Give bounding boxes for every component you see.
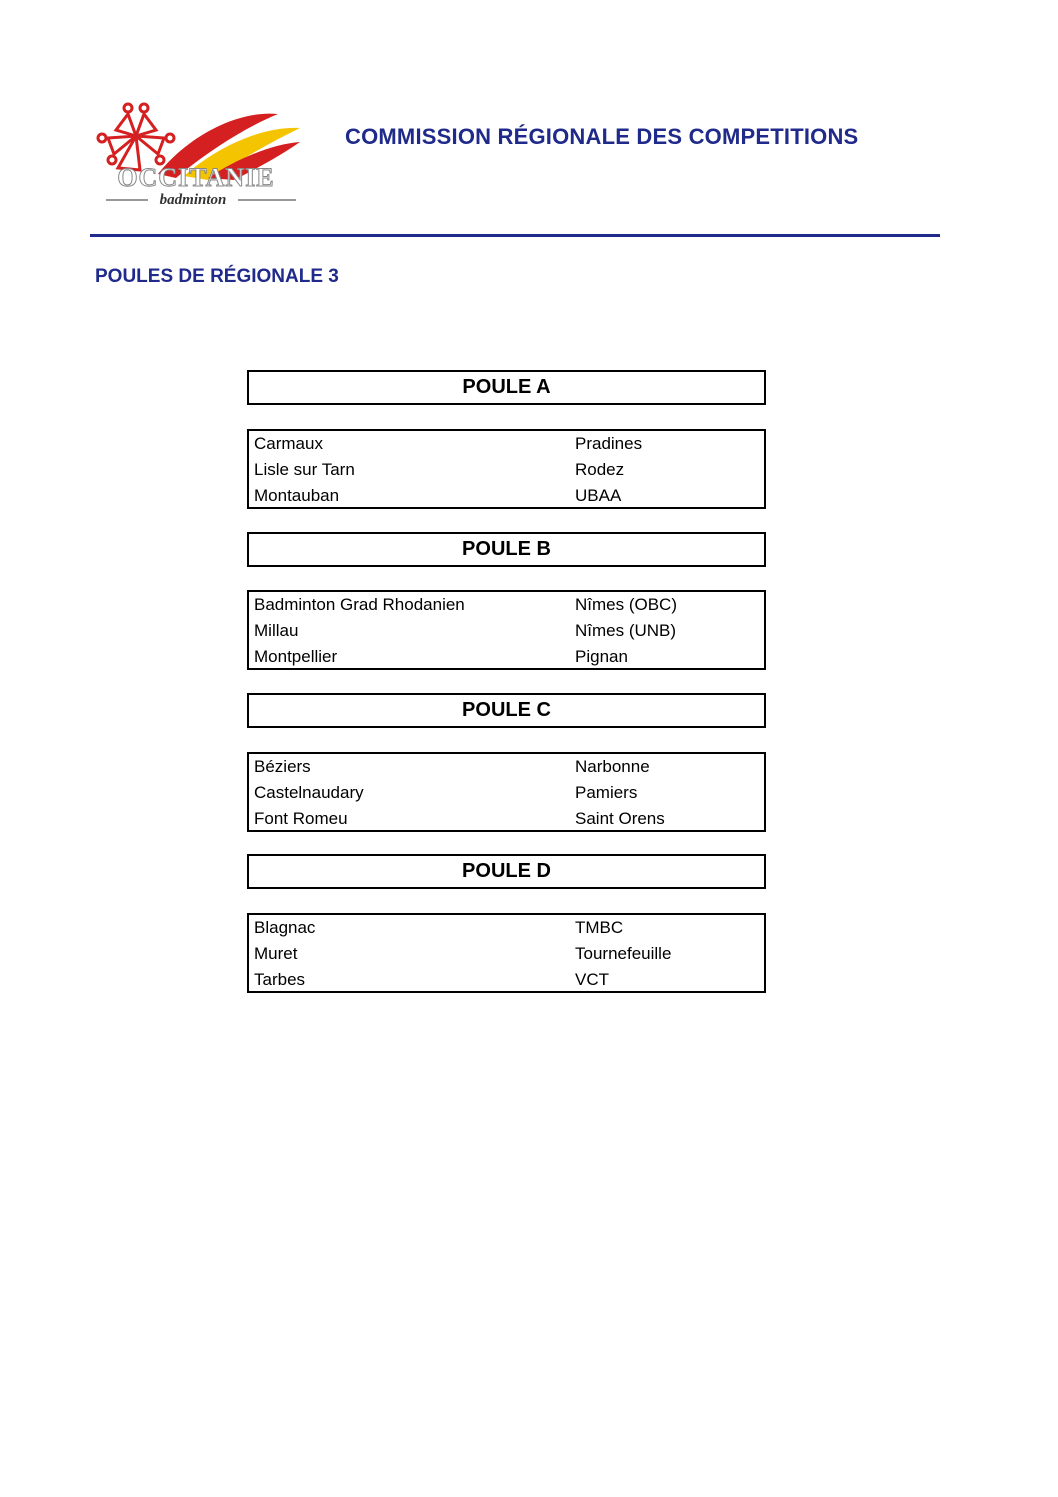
team-name: Pamiers <box>575 783 638 802</box>
team-name: Béziers <box>254 757 311 776</box>
table-row <box>249 483 764 509</box>
team-name: Saint Orens <box>575 809 665 828</box>
poule-a-teams <box>247 429 766 509</box>
team-name: Castelnaudary <box>254 783 364 802</box>
team-name: Muret <box>254 944 298 963</box>
table-row <box>249 941 764 967</box>
table-row <box>249 644 764 670</box>
team-name: Blagnac <box>254 918 316 937</box>
team-name: Narbonne <box>575 757 650 776</box>
table-row <box>249 967 764 993</box>
table-row <box>249 431 764 457</box>
team-name: Montpellier <box>254 647 338 666</box>
header-divider <box>90 234 940 237</box>
occitanie-badminton-logo <box>88 96 304 208</box>
table-row <box>249 618 764 644</box>
logo-wordmark: OCCITANIE <box>117 163 275 192</box>
team-name: VCT <box>575 970 609 989</box>
team-name: Lisle sur Tarn <box>254 460 355 479</box>
table-row <box>249 915 764 941</box>
team-name: Tournefeuille <box>575 944 672 963</box>
team-name: Nîmes (UNB) <box>575 621 677 640</box>
table-row <box>249 780 764 806</box>
table-row <box>249 457 764 483</box>
team-name: Rodez <box>575 460 625 479</box>
poule-a-heading: POULE A <box>247 370 766 405</box>
poule-d-teams <box>247 913 766 993</box>
team-name: TMBC <box>575 918 624 937</box>
page-title: COMMISSION RÉGIONALE DES COMPETITIONS <box>345 124 859 149</box>
team-name: Nîmes (OBC) <box>575 595 677 614</box>
table-row <box>249 754 764 780</box>
poule-c-teams <box>247 752 766 832</box>
team-name: Carmaux <box>254 434 323 453</box>
team-name: UBAA <box>575 486 622 505</box>
team-name: Tarbes <box>254 970 306 989</box>
logo-subtext: badminton <box>159 192 227 208</box>
team-name: Pradines <box>575 434 643 453</box>
team-name: Badminton Grad Rhodanien <box>254 595 465 614</box>
poule-b-heading: POULE B <box>247 532 766 567</box>
team-name: Pignan <box>575 647 628 666</box>
poule-c-heading: POULE C <box>247 693 766 728</box>
table-row <box>249 806 764 832</box>
section-subtitle: POULES DE RÉGIONALE 3 <box>95 266 339 287</box>
team-name: Font Romeu <box>254 809 348 828</box>
team-name: Millau <box>254 621 299 640</box>
poule-b-teams <box>247 590 766 670</box>
poule-d-heading: POULE D <box>247 854 766 889</box>
team-name: Montauban <box>254 486 340 505</box>
table-row <box>249 592 764 618</box>
